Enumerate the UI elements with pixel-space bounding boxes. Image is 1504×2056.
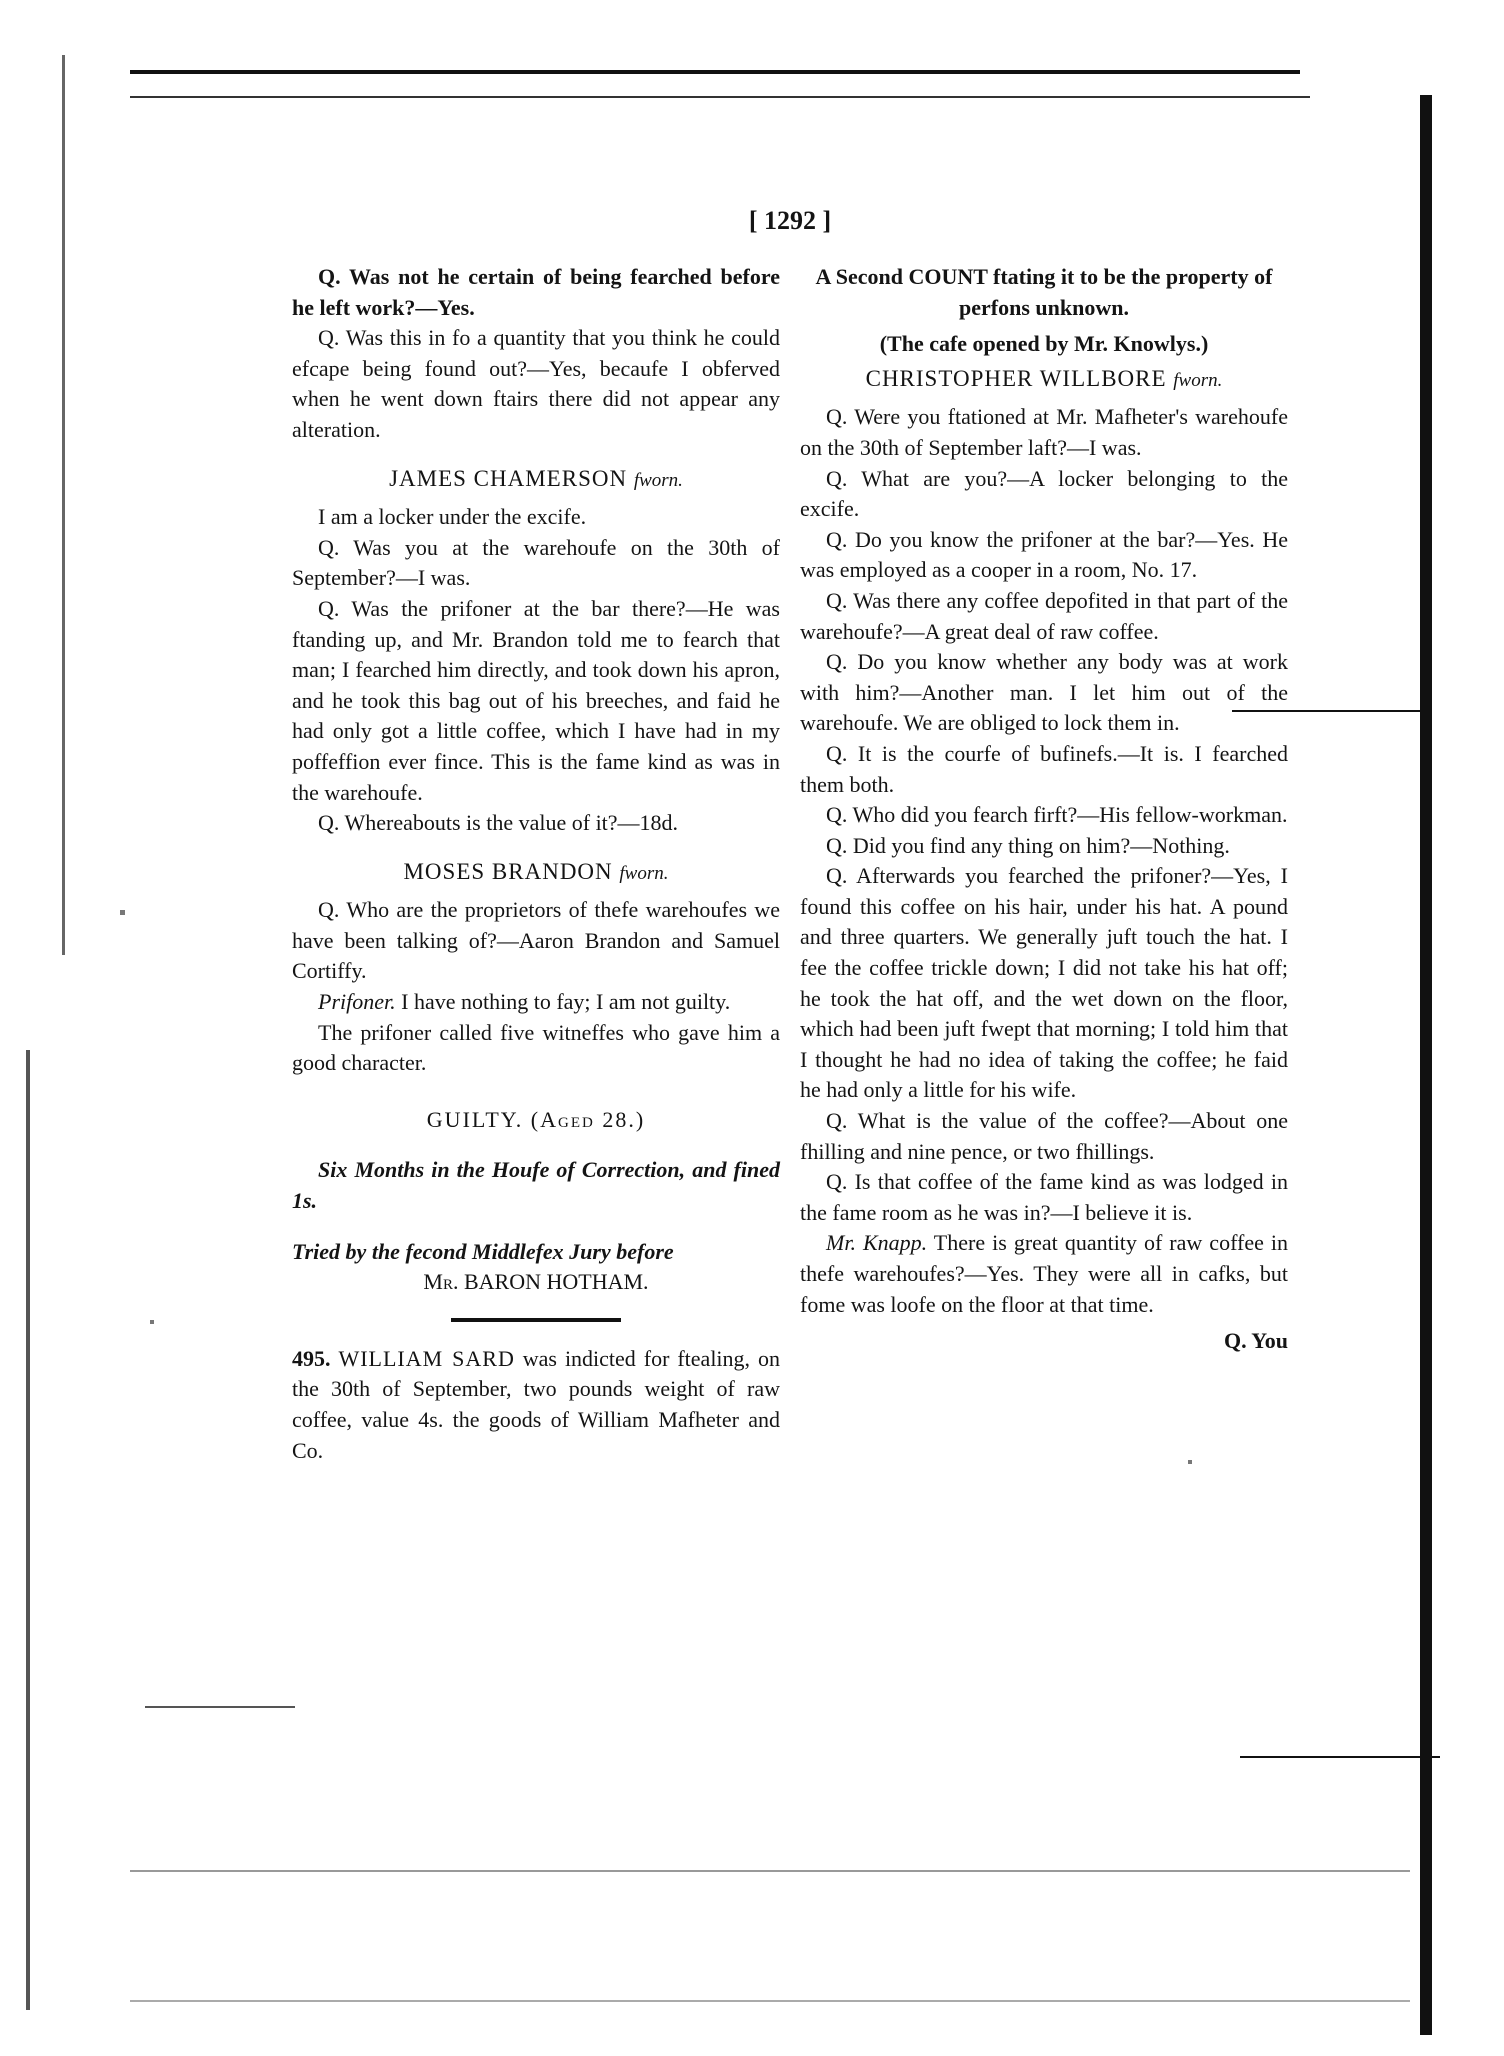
scan-speck [150,1320,154,1324]
bottom-dotted-rule-2 [130,2000,1410,2002]
prisoner-statement [292,987,780,1018]
testimony-line: Q. Who are the proprietors of thefe warehoufes we have been talking of?—Aaron Brandon and Samuel Cortiffy. [292,897,780,984]
witness-heading-willbore [800,364,1288,397]
sworn-label: fworn. [1173,369,1223,391]
witness-name: MOSES BRANDON [403,858,613,884]
witness-name: CHRISTOPHER WILLBORE [865,365,1167,391]
testimony-line: Q. Is that coffee of the fame kind as was lodged in the fame room as he was in?—I believe it is. [800,1169,1288,1225]
testimony-line: Q. Did you find any thing on him?—Nothing. [826,832,1230,858]
right-border-rule [1420,95,1432,2035]
testimony-line: Q. Afterwards you fearched the prifoner?—Yes, I found this coffee on his hair, under his hat. A pound and three quarters. We generally juft touch the hat. I fee the coffee trickle down; I did not take his hat off; he took the hat off, and the wet down on the floor, which had been juft fwept that morning; I told him that I thought he had no idea of taking the coffee; he faid he had only a little for his wife. [800,863,1288,1103]
testimony-line: Q. It is the courfe of bufinefs.—It is. I fearched them both. [800,740,1288,797]
top-border-rule [130,70,1300,74]
left-question-2: Q. Was this in fo a quantity that you think he could efcape being found out?—Yes, becaufe I obferved when he went down ftairs there did not appear any alteration. [292,325,780,442]
counsel-text: There is great quantity of raw coffee in thefe warehoufes?—Yes. They were all in cafks, but fome was loofe on the floor at that time. [800,1230,1288,1317]
testimony-line: Q. Who did you fearch firft?—His fellow-workman. [826,802,1288,828]
bottom-dotted-rule [130,1870,1410,1872]
catchword: Q. You [1224,1328,1288,1354]
left-question-1: Q. Was not he certain of being fearched before he left work?—Yes. [292,264,780,320]
left-edge-mark-top [62,55,65,955]
witness-heading-chamerson [292,464,780,497]
testimony-line: Q. Was there any coffee depofited in that part of the warehoufe?—A great deal of raw coffee. [800,587,1288,644]
case-divider [451,1318,621,1322]
testimony-line: Q. Was you at the warehoufe on the 30th of September?—I was. [292,534,780,591]
testimony-line: Q. What are you?—A locker belonging to the excife. [800,465,1288,522]
tried-by: Tried by the fecond Middlefex Jury before [292,1238,674,1264]
left-edge-mark [26,1050,30,2010]
counsel-label: Mr. Knapp. [826,1230,928,1256]
next-case-indictment [292,1344,780,1466]
top-border-rule-secondary [130,96,1310,98]
scan-speck [120,910,125,915]
margin-rule-right [1240,1756,1440,1758]
witness-name: JAMES CHAMERSON [389,465,628,491]
scan-speck [1188,1460,1192,1464]
verdict: GUILTY. (Aged 28.) [426,1106,646,1132]
sentence: Six Months in the Houfe of Correction, and fined 1s. [292,1157,780,1214]
right-column [800,262,1288,1357]
character-witnesses-line: The prifoner called five witneffes who gave him a good character. [292,1019,780,1076]
testimony-line: Q. What is the value of the coffee?—About one fhilling and nine pence, or two fhillings. [800,1108,1288,1164]
prisoner-label: Prifoner. [318,989,396,1015]
witness-heading-brandon [292,857,780,890]
defendant-name: WILLIAM SARD [338,1345,515,1371]
testimony-line: I am a locker under the excife. [318,504,587,530]
page-number: [ 1292 ] [748,206,832,235]
margin-rule-left [145,1706,295,1708]
prisoner-text: I have nothing to fay; I am not guilty. [401,989,731,1015]
testimony-line: Q. Was the prifoner at the bar there?—He was ftanding up, and Mr. Brandon told me to fearch that man; I fearched him directly, and took down his apron, and he took this bag out of his breeches, and faid he had only got a little coffee, which I have had in my poffeffion ever fince. This is the fame kind as was in the warehoufe. [292,595,780,805]
sworn-label: fworn. [619,862,669,884]
case-opened-note: (The cafe opened by Mr. Knowlys.) [879,331,1209,357]
sworn-label: fworn. [633,469,683,491]
testimony-line: Q. Whereabouts is the value of it?—18d. [318,810,679,836]
count-heading: A Second COUNT ftating it to be the property of perfons unknown. [815,264,1273,320]
testimony-line: Q. Do you know whether any body was at work with him?—Another man. I let him out of the warehoufe. We are obliged to lock them in. [800,649,1288,736]
case-number: 495. [292,1345,331,1371]
testimony-line: Q. Do you know the prifoner at the bar?—Yes. He was employed as a cooper in a room, No. 17. [800,526,1288,583]
left-column [292,262,780,1466]
indictment-text: was indicted for ftealing, on the 30th of September, two pounds weight of raw coffee, value 4s. the goods of William Mafheter and Co. [292,1345,780,1463]
judge-name: Mr. BARON HOTHAM. [423,1269,649,1295]
counsel-question [800,1228,1288,1320]
testimony-line: Q. Were you ftationed at Mr. Mafheter's warehoufe on the 30th of September laft?—I was. [800,404,1288,460]
